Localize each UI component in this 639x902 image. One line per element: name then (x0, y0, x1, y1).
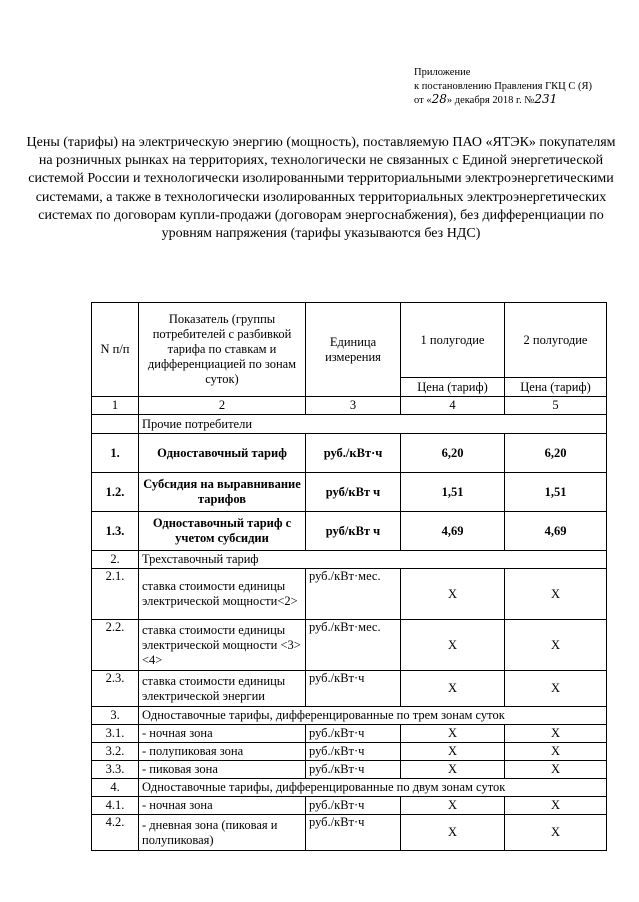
row-value-h2: X (505, 797, 607, 815)
row-num: 1.3. (92, 512, 139, 551)
col-number: 3 (306, 397, 401, 415)
row-num: 2.2. (92, 620, 139, 671)
row-value-h2: X (505, 569, 607, 620)
row-num: 3. (92, 707, 139, 725)
section-row (92, 551, 607, 569)
column-numbers-row (92, 397, 607, 415)
appendix-title: Приложение (414, 67, 471, 78)
row-num: 2. (92, 551, 139, 569)
row-num: 4.1. (92, 797, 139, 815)
row-name: ставка стоимости единицы электрической мощности<2> (139, 569, 306, 620)
row-unit: руб./кВт·ч (306, 815, 401, 851)
row-unit: руб/кВт ч (306, 512, 401, 551)
row-num: 3.3. (92, 761, 139, 779)
row-value-h1: X (401, 815, 505, 851)
row-num: 1.2. (92, 473, 139, 512)
row-value-h1: X (401, 761, 505, 779)
header-row (92, 303, 607, 378)
section-row (92, 415, 607, 434)
header-indicator: Показатель (группы потребителей с разбивкой тарифа по ставкам и дифференциацией по зонам суток) (139, 303, 306, 397)
row-value-h1: X (401, 743, 505, 761)
section-title: Одноставочные тарифы, дифференцированные по двум зонам суток (139, 779, 607, 797)
row-num: 2.3. (92, 671, 139, 707)
row-value-h1: 1,51 (401, 473, 505, 512)
col-number: 5 (505, 397, 607, 415)
section-title: Прочие потребители (139, 415, 607, 434)
table-row (92, 620, 607, 671)
row-value-h2: X (505, 620, 607, 671)
row-name: Субсидия на выравнивание тарифов (139, 473, 306, 512)
row-name: Одноставочный тариф с учетом субсидии (139, 512, 306, 551)
col-number: 2 (139, 397, 306, 415)
handwritten-number: 231 (534, 92, 558, 106)
row-unit: руб./кВт·ч (306, 761, 401, 779)
handwritten-day: 28 (431, 92, 447, 106)
row-value-h1: X (401, 569, 505, 620)
header-num: N п/п (92, 303, 139, 397)
row-value-h1: 4,69 (401, 512, 505, 551)
row-unit: руб./кВт·мес. (306, 620, 401, 671)
table-row (92, 512, 607, 551)
row-value-h2: 1,51 (505, 473, 607, 512)
row-value-h2: X (505, 725, 607, 743)
row-name: ставка стоимости единицы электрической энергии (139, 671, 306, 707)
row-value-h1: X (401, 725, 505, 743)
row-name: - полупиковая зона (139, 743, 306, 761)
row-num: 1. (92, 434, 139, 473)
row-unit: руб./кВт·ч (306, 725, 401, 743)
header-price2: Цена (тариф) (505, 378, 607, 397)
header-price1: Цена (тариф) (401, 378, 505, 397)
row-num: 3.1. (92, 725, 139, 743)
row-name: Одноставочный тариф (139, 434, 306, 473)
row-name: - ночная зона (139, 797, 306, 815)
section-row (92, 779, 607, 797)
tariff-table (91, 302, 607, 851)
row-name: - ночная зона (139, 725, 306, 743)
row-value-h2: X (505, 671, 607, 707)
row-num: 4. (92, 779, 139, 797)
row-unit: руб/кВт ч (306, 473, 401, 512)
row-value-h1: 6,20 (401, 434, 505, 473)
appendix-decree: к постановлению Правления ГКЦ С (Я) (414, 80, 593, 92)
section-row (92, 707, 607, 725)
row-value-h1: X (401, 620, 505, 671)
row-num: 2.1. (92, 569, 139, 620)
row-value-h1: X (401, 797, 505, 815)
table-row (92, 725, 607, 743)
header-unit: Единица измерения (306, 303, 401, 397)
table-row (92, 671, 607, 707)
section-title: Одноставочные тарифы, дифференцированные по трем зонам суток (139, 707, 607, 725)
row-unit: руб./кВт·ч (306, 743, 401, 761)
row-num: 4.2. (92, 815, 139, 851)
row-value-h1: X (401, 671, 505, 707)
row-value-h2: X (505, 761, 607, 779)
row-name: - пиковая зона (139, 761, 306, 779)
row-value-h2: 4,69 (505, 512, 607, 551)
row-unit: руб./кВт·ч (306, 671, 401, 707)
section-title: Трехставочный тариф (139, 551, 607, 569)
row-num: 3.2. (92, 743, 139, 761)
table-row (92, 569, 607, 620)
row-unit: руб./кВт·ч (306, 797, 401, 815)
row-value-h2: X (505, 815, 607, 851)
header-half1: 1 полугодие (401, 303, 505, 378)
table-row (92, 761, 607, 779)
date-mid: » декабря 2018 г. № (446, 95, 535, 106)
appendix-block (414, 66, 624, 108)
appendix-date-line (414, 93, 624, 108)
header-half2: 2 полугодие (505, 303, 607, 378)
row-name: ставка стоимости единицы электрической мощности <3><4> (139, 620, 306, 671)
table-row (92, 434, 607, 473)
row-unit: руб./кВт·мес. (306, 569, 401, 620)
table-row (92, 743, 607, 761)
table-row (92, 815, 607, 851)
row-value-h2: 6,20 (505, 434, 607, 473)
col-number: 1 (92, 397, 139, 415)
table-row (92, 473, 607, 512)
row-value-h2: X (505, 743, 607, 761)
row-unit: руб./кВт·ч (306, 434, 401, 473)
document-title: Цены (тарифы) на электрическую энергию (мощность), поставляемую ПАО «ЯТЭК» покупателям на розничных рынках на территориях, технологически не связанных с Единой энергетической системой России и технологически изолированными территориальными электроэнергетическими системами, а также в технологически изолированных территориальных электроэнергетических системах по договорам купли-продажи (договорам энергоснабжения), без дифференциации по уровням напряжения (тарифы указываются без НДС) (26, 135, 616, 242)
table-row (92, 797, 607, 815)
date-prefix: от « (414, 95, 432, 106)
row-name: - дневная зона (пиковая и полупиковая) (139, 815, 306, 851)
col-number: 4 (401, 397, 505, 415)
